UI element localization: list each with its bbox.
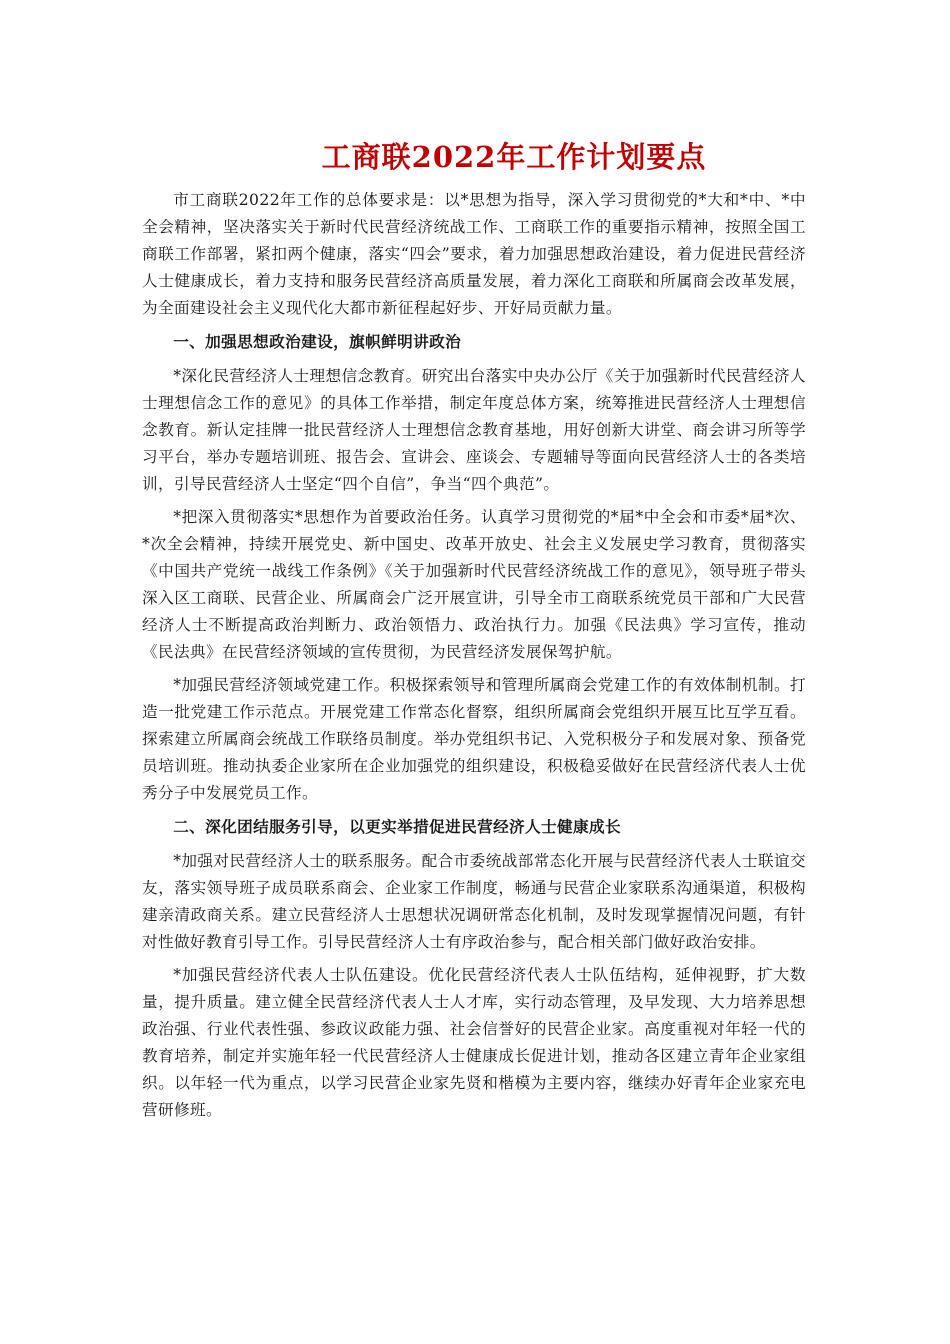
section-paragraph: *加强民营经济代表人士队伍建设。优化民营经济代表人士队伍结构，延伸视野，扩大数量，提升质量。建立健全民营经济代表人士人才库，实行动态管理，及早发现、大力培养思想政治强、行业代表性强、参政议政能力强、社会信誉好的民营企业家。高度重视对年轻一代的教育培养，制定并实施年轻一代民营经济人士健康成长促进计划，推动各区建立青年企业家组织。以年轻一代为重点，以学习民营企业家先贤和楷模为主要内容，继续办好青年企业家充电营研修班。 — [142, 966, 806, 1119]
section-paragraph: *深化民营经济人士理想信念教育。研究出台落实中央办公厅《关于加强新时代民营经济人士理想信念工作的意见》的具体工作举措，制定年度总体方案，统筹推进民营经济人士理想信念教育。新认定挂牌一批民营经济人士理想信念教育基地，用好创新大讲堂、商会讲习所等学习平台，举办专题培训班、报告会、宣讲会、座谈会、专题辅导等面向民营经济人士的各类培训，引导民营经济人士坚定“四个自信”，争当“四个典范”。 — [142, 367, 806, 493]
intro-paragraph: 市工商联2022年工作的总体要求是：以*思想为指导，深入学习贯彻党的*大和*中、*中全会精神，坚决落实关于新时代民营经济统战工作、工商联工作的重要指示精神，按照全国工商联工作部署，紧扣两个健康，落实“四会”要求，着力加强思想政治建设，着力促进民营经济人士健康成长，着力支持和服务民营经济高质量发展，着力深化工商联和所属商会改革发展，为全面建设社会主义现代化大都市新征程起好步、开好局贡献力量。 — [142, 191, 806, 317]
section-paragraph: *加强民营经济领域党建工作。积极探索领导和管理所属商会党建工作的有效体制机制。打造一批党建工作示范点。开展党建工作常态化督察，组织所属商会党组织开展互比互学互看。探索建立所属商会统战工作联络员制度。举办党组织书记、入党积极分子和发展对象、预备党员培训班。推动执委企业家所在企业加强党的组织建设，积极稳妥做好在民营经济代表人士优秀分子中发展党员工作。 — [142, 676, 806, 802]
section-paragraph: *把深入贯彻落实*思想作为首要政治任务。认真学习贯彻党的*届*中全会和市委*届*次、*次全会精神，持续开展党史、新中国史、改革开放史、社会主义发展史学习教育，贯彻落实《中国共产党统一战线工作条例》《关于加强新时代民营经济统战工作的意见》，领导班子带头深入区工商联、民营企业、所属商会广泛开展宣讲，引导全市工商联系统党员干部和广大民营经济人士不断提高政治判断力、政治领悟力、政治执行力。加强《民法典》学习宣传，推动《民法典》在民营经济领域的宣传贯彻，为民营经济发展保驾护航。 — [142, 508, 806, 661]
section-heading: 二、深化团结服务引导，以更实举措促进民营经济人士健康成长 — [173, 817, 622, 836]
section-1 — [142, 328, 806, 807]
section-2 — [142, 813, 806, 1124]
section-heading: 一、加强思想政治建设，旗帜鲜明讲政治 — [173, 332, 462, 351]
section-paragraph: *加强对民营经济人士的联系服务。配合市委统战部常态化开展与民营经济代表人士联谊交友，落实领导班子成员联系商会、企业家工作制度，畅通与民营企业家联系沟通渠道，积极构建亲清政商关系。建立民营经济人士思想状况调研常态化机制，及时发现掌握情况问题，有针对性做好教育引导工作。引导民营经济人士有序政治参与，配合相关部门做好政治安排。 — [142, 852, 806, 951]
document-title: 工商联2022年工作计划要点 — [321, 140, 707, 174]
document-page — [142, 135, 806, 1130]
